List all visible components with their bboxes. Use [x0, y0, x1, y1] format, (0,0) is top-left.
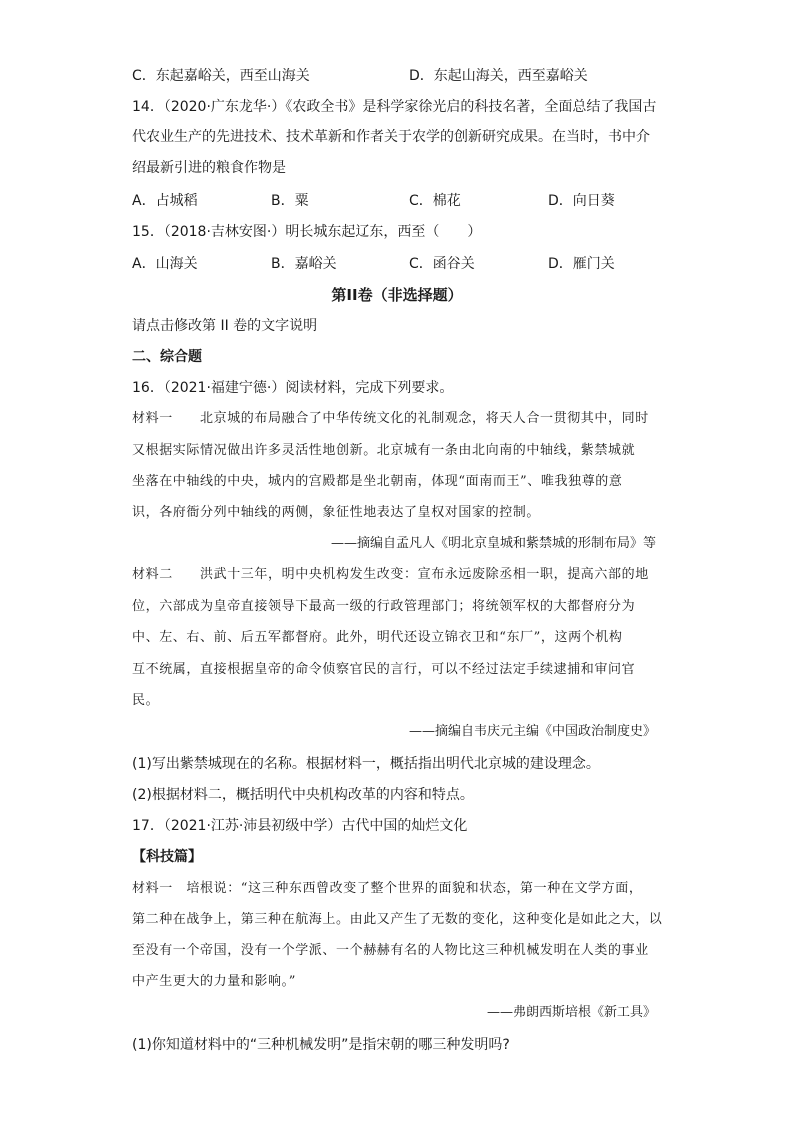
- q16-material1-line-1: 材料一 北京城的布局融合了中华传统文化的礼制观念，将天人合一贯彻其中，同时: [132, 411, 649, 426]
- q17-material1-line-4: 中产生更大的力量和影响。”: [132, 974, 296, 989]
- q17-material1-source: ——弗朗西斯培根《新工具》: [486, 1005, 656, 1020]
- q14-option-c: C．棉花: [409, 193, 461, 209]
- q16-material2-line-5: 民。: [132, 693, 160, 708]
- q16-subquestion-2: (2)根据材料二，概括明代中央机构改革的内容和特点。: [132, 787, 474, 803]
- q16-material1-line-4: 识，各府衙分列中轴线的两侧，象征性地表达了皇权对国家的控制。: [132, 505, 541, 520]
- q14-stem-line-3: 绍最新引进的粮食作物是: [132, 160, 286, 176]
- section-note: 请点击修改第 II 卷的文字说明: [132, 318, 318, 334]
- q15-stem: 15．（2018·吉林安图·）明长城东起辽东，西至（ ）: [132, 224, 482, 240]
- q17-stem: 17．（2021·江苏·沛县初级中学）古代中国的灿烂文化: [132, 818, 468, 834]
- q16-material1-line-2: 又根据实际情况做出许多灵活性地创新。北京城有一条由北向南的中轴线，紫禁城就: [132, 443, 636, 458]
- q16-material2-line-4: 互不统属，直接根据皇帝的命令侦察官民的言行，可以不经过法定手续逮捕和审问官: [132, 662, 636, 677]
- q17-material1-line-3: 至没有一个帝国，没有一个学派、一个赫赫有名的人物比这三种机械发明在人类的事业: [132, 943, 649, 958]
- q16-material1-line-3: 坐落在中轴线的中央，城内的宫殿都是坐北朝南，体现“面南而王”、唯我独尊的意: [132, 474, 623, 489]
- q17-material1-line-1: 材料一 培根说：“这三种东西曾改变了整个世界的面貌和状态，第一种在文学方面，: [132, 881, 643, 896]
- q17-section-label: 【科技篇】: [132, 849, 202, 865]
- q14-option-a: A．占城稻: [132, 193, 198, 209]
- q14-option-d: D．向日葵: [548, 193, 615, 209]
- q15-option-c: C．函谷关: [409, 256, 475, 272]
- q16-material2-line-3: 中、左、右、前、后五军都督府。此外，明代还设立锦衣卫和“东厂”，这两个机构: [132, 630, 623, 645]
- q15-options: [132, 254, 692, 274]
- q13-options: [132, 66, 692, 86]
- q13-option-d: D．东起山海关，西至嘉峪关: [409, 68, 588, 84]
- q17-subquestion-1: (1)你知道材料中的“三种机械发明”是指宋朝的哪三种发明吗?: [132, 1037, 510, 1053]
- section-title: 第II卷（非选择题）: [331, 286, 463, 304]
- q16-stem: 16．（2021·福建宁德·）阅读材料，完成下列要求。: [132, 380, 454, 396]
- q16-material2-source: ——摘编自韦庆元主编《中国政治制度史》: [408, 724, 656, 739]
- q16-material1-source: ——摘编自孟凡人《明北京皇城和紫禁城的形制布局》等: [330, 536, 656, 551]
- q14-stem-line-1: 14．（2020·广东龙华·）《农政全书》是科学家徐光启的科技名著，全面总结了我国古: [132, 99, 657, 115]
- q16-subquestion-1: (1)写出紫禁城现在的名称。根据材料一，概括指出明代北京城的建设理念。: [132, 756, 600, 772]
- q17-material1-line-2: 第二种在战争上，第三种在航海上。由此又产生了无数的变化，这种变化是如此之大，以: [132, 912, 663, 927]
- q14-stem-line-2: 代农业生产的先进技术、技术革新和作者关于农学的创新研究成果。在当时，书中介: [132, 129, 650, 145]
- q14-options: [132, 191, 692, 211]
- q15-option-d: D．雁门关: [548, 256, 615, 272]
- q15-option-a: A．山海关: [132, 256, 198, 272]
- section-heading: 二、综合题: [132, 349, 202, 365]
- q16-material2-line-1: 材料二 洪武十三年，明中央机构发生改变：宣布永远废除丞相一职，提高六部的地: [132, 567, 649, 582]
- q14-option-b: B．粟: [271, 193, 309, 209]
- q13-option-c: C．东起嘉峪关，西至山海关: [132, 68, 310, 84]
- q16-material2-line-2: 位，六部成为皇帝直接领导下最高一级的行政管理部门；将统领军权的大都督府分为: [132, 599, 636, 614]
- q15-option-b: B．嘉峪关: [271, 256, 337, 272]
